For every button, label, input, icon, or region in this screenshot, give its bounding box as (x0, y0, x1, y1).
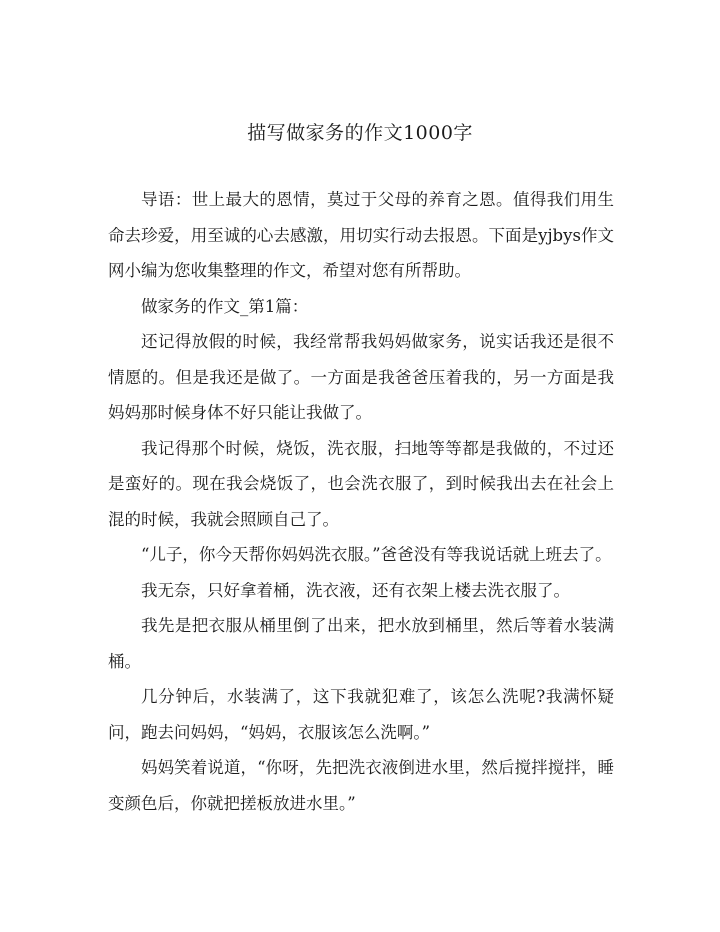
document-title: 描写做家务的作文1000字 (247, 122, 473, 144)
paragraph: 几分钟后，水装满了，这下我就犯难了，该怎么洗呢?我满怀疑问，跑去问妈妈，“妈妈，衣服该怎么洗啊。” (108, 687, 614, 742)
paragraph: 妈妈笑着说道，“你呀，先把洗衣液倒进水里，然后搅拌搅拌，睡变颜色后，你就把搓板放进水里。” (108, 758, 614, 813)
paragraph-heading: 做家务的作文_第1篇： (141, 296, 309, 316)
paragraph: 我无奈，只好拿着桶，洗衣液，还有衣架上楼去洗衣服了。 (141, 580, 570, 600)
paragraph: 还记得放假的时候，我经常帮我妈妈做家务，说实话我还是很不情愿的。但是我还是做了。一方面是我爸爸压着我的，另一方面是我妈妈那时候身体不好只能让我做了。 (108, 332, 614, 422)
paragraph-intro: 导语：世上最大的恩情，莫过于父母的养育之恩。值得我们用生命去珍爱，用至诚的心去感激，用切实行动去报恩。下面是yjbys作文网小编为您收集整理的作文，希望对您有所帮助。 (108, 190, 614, 280)
paragraph: 我记得那个时候，烧饭，洗衣服，扫地等等都是我做的，不过还是蛮好的。现在我会烧饭了，也会洗衣服了，到时候我出去在社会上混的时候，我就会照顾自己了。 (108, 438, 614, 529)
paragraph: 我先是把衣服从桶里倒了出来，把水放到桶里，然后等着水装满桶。 (108, 616, 614, 671)
paragraph: “儿子，你今天帮你妈妈洗衣服。”爸爸没有等我说话就上班去了。 (141, 545, 612, 564)
document-body (108, 182, 614, 821)
